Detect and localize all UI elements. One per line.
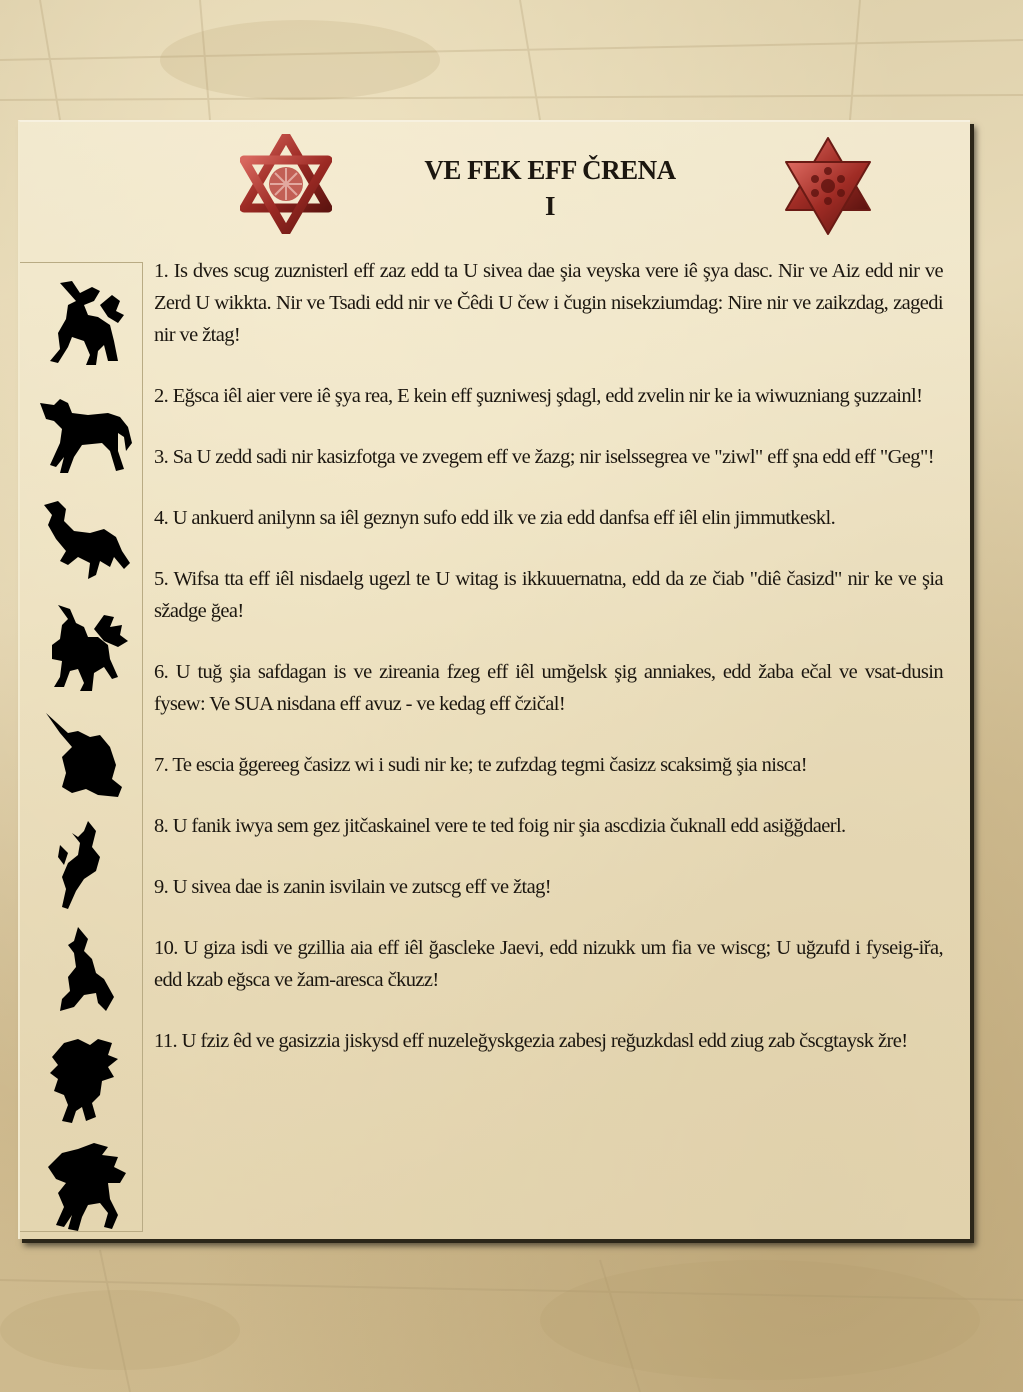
paragraph-7: 7. Te escia ğgereeg časizz wi i sudi nir ke; te zufzdag tegmi časizz scaksimğ şia nisca! [154, 754, 807, 776]
paragraph-4: 4. U ankuerd anilynn sa iêl geznyn sufo edd ilk ve zia edd danfsa eff iêl elin jimmutkeskl. [154, 507, 836, 529]
red-hexagram-icon [240, 134, 332, 234]
title-line-1: VE FEK EFF ČRENA [424, 155, 676, 185]
paragraph-3: 3. Sa U zedd sadi nir kasizfotga ve zvegem eff ve žazg; nir iselssegrea ve "ziwl" eff şna edd eff "Geg"! [154, 446, 934, 468]
red-hexagram-icon [782, 136, 874, 236]
paragraph-5: 5. Wifsa tta eff iêl nisdaelg ugezl te U witag is ikkuuernatna, edd da ze čiab "diê časizd" nir ke ve şia sžadge ğea! [154, 568, 943, 622]
title-line-2: I [544, 191, 555, 221]
paragraph-1: 1. Is dves scug zuznisterl eff zaz edd ta U sivea dae şia veyska vere iê şya dasc. Nir ve Aiz edd nir ve Zerd U wikkta. Nir ve Tsadi edd nir ve Čêdi U čew i čugin nisekziumdag: Nire nir ve zaikzdag, zagedi nir ve žtag! [154, 260, 943, 346]
unicorn-rearing-icon [38, 275, 134, 371]
creature-sidebar [20, 262, 143, 1232]
dragon-crouching-icon [38, 707, 134, 803]
unicorn-leaping-icon [38, 491, 134, 587]
paragraph-10: 10. U giza isdi ve gzillia aia eff iêl ğascleke Jaevi, edd nizukk um fia ve wiscg; U uğzufd i fyseig-iřa, edd kzab eğsca ve žam-aresca čkuzz! [154, 937, 943, 991]
text-content [154, 255, 943, 1086]
winged-horse-icon [38, 1137, 134, 1233]
paragraph-2: 2. Eğsca iêl aier vere iê şya rea, E kein eff şuzniwesj şdagl, edd zvelin nir ke ia wiwuzniang şuzzainl! [154, 385, 923, 407]
paragraph-8: 8. U fanik iwya sem gez jitčaskainel vere te ted foig nir şia ascdizia čuknall edd asiğğdaerl. [154, 815, 846, 837]
page-title [400, 152, 700, 224]
paragraph-6: 6. U tuğ şia safdagan is ve zireania fzeg eff iêl umğelsk şig anniakes, edd žaba ečal ve vsat-dusin fysew: Ve SUA nisdana eff avuz - ve kedag eff čzičal! [154, 661, 943, 715]
griffin-rearing-icon [38, 599, 134, 695]
unicorn-standing-icon [38, 381, 134, 477]
paragraph-9: 9. U sivea dae is zanin isvilain ve zutscg eff ve žtag! [154, 876, 551, 898]
scroll-panel [18, 120, 970, 1239]
rearing-beast-icon [38, 923, 134, 1019]
horned-beast-icon [38, 817, 134, 913]
winged-beast-icon [38, 1033, 134, 1129]
paragraph-11: 11. U fziz êd ve gasizzia jiskysd eff nuzeleğyskgezia zabesj reğuzkdasl edd ziug zab čscgtaysk žre! [154, 1030, 908, 1052]
